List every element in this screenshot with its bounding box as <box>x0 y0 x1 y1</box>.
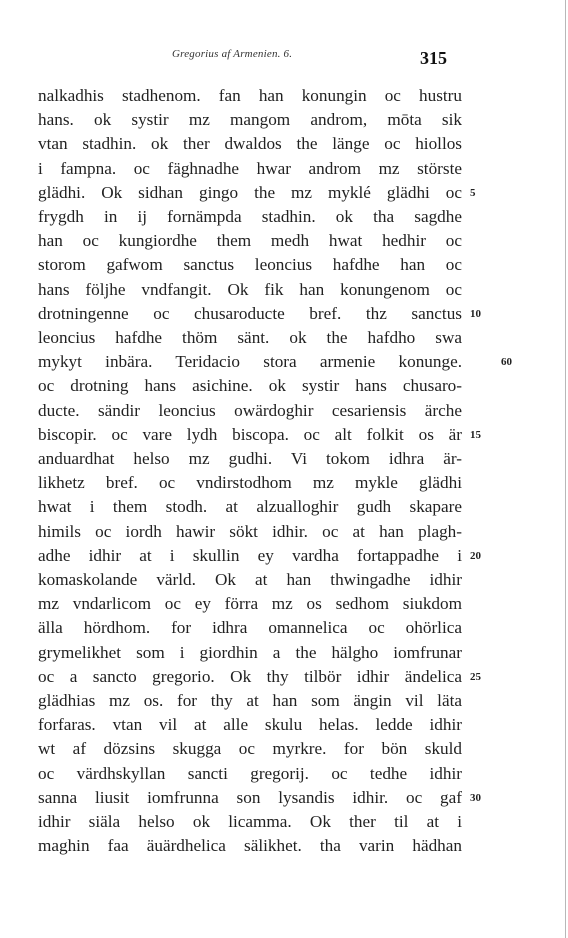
line-number-marker: 20 <box>470 549 481 562</box>
text-line: frygdh in ij fornämpda stadhin. ok tha sagdhe <box>38 207 462 226</box>
line-number-marker: 30 <box>470 791 481 804</box>
page-number: 315 <box>420 48 447 68</box>
text-line: leoncius hafdhe thöm sänt. ok the hafdho swa <box>38 328 462 347</box>
text-line: nalkadhis stadhenom. fan han konungin oc hustru <box>38 86 462 105</box>
text-line: grymelikhet som i giordhin a the hälgho iomfrunar <box>38 642 462 662</box>
line-number-marker: 25 <box>470 670 481 683</box>
text-line: glädhias mz os. for thy at han som ängin vil läta <box>38 691 462 710</box>
text-line: himils oc iordh hawir sökt idhir. oc at han plagh- <box>38 521 462 541</box>
text-line: wt af dözsins skugga oc myrkre. for bön skuld <box>38 739 462 759</box>
text-line: drotningenne oc chusaroducte bref. thz sanctus <box>38 303 462 323</box>
text-line: hwat i them stodh. at alzualloghir gudh skapare <box>38 497 462 517</box>
text-line: ducte. sändir leoncius owärdoghir cesariensis ärche <box>38 400 462 420</box>
page-edge-line <box>565 0 566 938</box>
text-line: adhe idhir at i skullin ey vardha fortappadhe i <box>38 545 462 565</box>
text-line: anduardhat helso mz gudhi. Vi tokom idhra är- <box>38 449 462 468</box>
text-line: maghin faa äuärdhelica sälikhet. tha varin hädhan <box>38 836 462 856</box>
text-line: biscopir. oc vare lydh biscopa. oc alt folkit os är <box>38 424 462 444</box>
line-number-marker: 15 <box>470 428 481 441</box>
manuscript-folio-marker: 60 <box>501 356 512 369</box>
text-line: mykyt inbära. Teridacio stora armenie konunge. <box>38 352 462 372</box>
text-line: han oc kungiordhe them medh hwat hedhir oc <box>38 231 462 251</box>
text-line: hans. ok systir mz mangom androm, mōta sik <box>38 110 462 130</box>
text-line: glädhi. Ok sidhan gingo the mz myklé glädhi oc <box>38 182 462 202</box>
text-line: oc värdhskyllan sancti gregorij. oc tedhe idhir <box>38 763 462 783</box>
text-line: oc a sancto gregorio. Ok thy tilbör idhir ändelica <box>38 666 462 686</box>
text-line: mz vndarlicom oc ey förra mz os sedhom siukdom <box>38 594 462 614</box>
text-line: sanna liusit iomfrunna son lysandis idhir. oc gaf <box>38 787 462 807</box>
text-line: storom gafwom sanctus leoncius hafdhe han oc <box>38 255 462 275</box>
text-line: forfaras. vtan vil at alle skulu helas. ledde idhir <box>38 715 462 735</box>
text-line: i fampna. oc fäghnadhe hwar androm mz störste <box>38 158 462 178</box>
running-head: Gregorius af Armenien. 6. <box>172 48 293 60</box>
line-number-marker: 10 <box>470 307 481 320</box>
text-line: komaskolande värld. Ok at han thwingadhe idhir <box>38 570 462 589</box>
text-line: hans följhe vndfangit. Ok fik han konungenom oc <box>38 279 462 299</box>
line-number-marker: 5 <box>470 186 476 199</box>
text-line: oc drotning hans asichine. ok systir hans chusaro- <box>38 376 462 396</box>
text-line: idhir siäla helso ok licamma. Ok ther til at i <box>38 812 462 831</box>
text-line: likhetz bref. oc vndirstodhom mz mykle glädhi <box>38 473 462 493</box>
text-line: älla hördhom. for idhra omannelica oc ohörlica <box>38 618 462 638</box>
text-line: vtan stadhin. ok ther dwaldos the länge oc hiollos <box>38 134 462 154</box>
